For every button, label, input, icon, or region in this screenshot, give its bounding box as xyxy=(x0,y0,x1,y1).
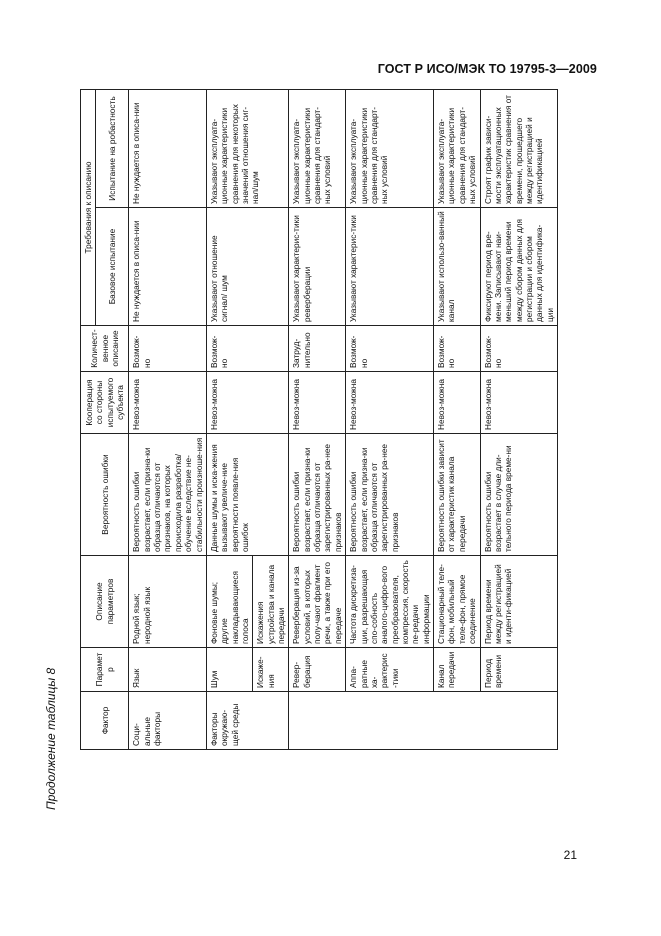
cell-description: Родной язык; неродной язык xyxy=(129,556,207,648)
table-8 xyxy=(80,89,558,750)
rotated-table-container xyxy=(80,90,555,750)
cell-quantitative: Возмож-но xyxy=(480,326,558,372)
table-row xyxy=(129,90,207,750)
cell-description: Период времени между регистрацией и иденти-фикацией xyxy=(480,556,558,648)
cell-error: Вероятность ошибки возрастает в случае дли-тельного периода време-ни xyxy=(480,434,558,556)
cell-parameter: Аппа-ратные ха-рактерис-тики xyxy=(346,648,434,692)
cell-base-test: Указывают отношение сигнал/ шум xyxy=(206,208,289,326)
header-robustness-test: Испытание на робастность xyxy=(96,90,129,208)
cell-quantitative: Возмож-но xyxy=(346,326,434,372)
cell-robustness-test: Строят график зависи-мости эксплуатационных характеристик сравнения от времени, прошедшего между регистрацией и идентификацией xyxy=(480,90,558,208)
cell-base-test: Указывают характерис-тики xyxy=(346,208,434,326)
cell-description: Реверберация из-за условий, в которых полу-чают фрагмент речи, а также при его передаче xyxy=(289,556,346,648)
header-quantitative: Количест-венное описание xyxy=(81,326,129,372)
cell-parameter: Шум xyxy=(206,648,252,692)
cell-cooperation: Невоз-можна xyxy=(346,372,434,434)
cell-factor-empty xyxy=(289,692,558,750)
standard-header: ГОСТ Р ИСО/МЭК ТО 19795-3—2009 xyxy=(377,62,597,76)
cell-description: Фоновые шумы; другие накладывающиеся голоса xyxy=(206,556,252,648)
cell-error: Данные шумы и иска-жения вызывают увеличе-ние вероятности появле-ния ошибок xyxy=(206,434,289,556)
cell-factor: Факторы окружаю-щей среды xyxy=(206,692,289,750)
table-row xyxy=(206,90,252,750)
cell-base-test: Указывают использо-ванный канал xyxy=(434,208,480,326)
page-number: 21 xyxy=(563,848,577,862)
cell-quantitative: Возмож-но xyxy=(434,326,480,372)
header-row xyxy=(81,90,96,750)
cell-description: Искажения устройства и канала передачи xyxy=(253,556,289,648)
header-parameter: Параметр xyxy=(81,648,129,692)
cell-cooperation: Невоз-можна xyxy=(289,372,346,434)
header-error-probability: Вероятность ошибки xyxy=(81,434,129,556)
cell-quantitative: Возмож-но xyxy=(206,326,289,372)
cell-parameter: Ревер-берация xyxy=(289,648,346,692)
cell-cooperation: Невоз-можна xyxy=(480,372,558,434)
header-requirements: Требования к описанию xyxy=(81,90,96,326)
cell-parameter: Язык xyxy=(129,648,207,692)
cell-robustness-test: Не нуждается в описа-нии xyxy=(129,90,207,208)
cell-quantitative: Затруд-нительно xyxy=(289,326,346,372)
cell-cooperation: Невоз-можна xyxy=(129,372,207,434)
cell-base-test: Не нуждается в описа-нии xyxy=(129,208,207,326)
cell-error: Вероятность ошибки возрастает, если призна-ки образца отличаются от зарегистрированных ра-нее признаков xyxy=(346,434,434,556)
cell-error: Вероятность ошибки возрастает, если призна-ки образца отличаются от признаков, на которых происходила разработка/обучение вследствие не-стабильности произноше-ния xyxy=(129,434,207,556)
cell-error: Вероятность ошибки зависит от характеристик канала передачи xyxy=(434,434,480,556)
table-row xyxy=(434,90,480,750)
cell-cooperation: Невоз-можна xyxy=(434,372,480,434)
cell-parameter: Канал передачи xyxy=(434,648,480,692)
header-factor: Фактор xyxy=(81,692,129,750)
table-row xyxy=(346,90,434,750)
header-cooperation: Кооперация со стороны испытуемого субъекта xyxy=(81,372,129,434)
cell-description: Частота дискретиза-ции, разрешающая спо-собность аналого-цифро-вого преобразователя, компрессия, скорость пе-редачи информации xyxy=(346,556,434,648)
cell-quantitative: Возмож-но xyxy=(129,326,207,372)
cell-description: Стационарный теле-фон, мобильный теле-фон, прямое соединение xyxy=(434,556,480,648)
cell-cooperation: Невоз-можна xyxy=(206,372,289,434)
cell-parameter: Период времени xyxy=(480,648,558,692)
table-row xyxy=(289,90,346,750)
table-caption: Продолжение таблицы 8 xyxy=(44,667,58,810)
cell-parameter: Искаже-ния xyxy=(253,648,289,692)
cell-base-test: Указывают характерис-тики реверберации xyxy=(289,208,346,326)
cell-robustness-test: Указывают эксплуата-ционные характеристики сравнения для стандарт-ных условий xyxy=(289,90,346,208)
cell-robustness-test: Указывают эксплуата-ционные характеристики сравнения для некоторых значений отношения сиг-нал/шум xyxy=(206,90,289,208)
cell-robustness-test: Указывают эксплуата-ционные характеристики сравнения для стандарт-ных условий xyxy=(434,90,480,208)
header-description: Описание параметров xyxy=(81,556,129,648)
cell-factor: Соци-альные факторы xyxy=(129,692,207,750)
cell-error: Вероятность ошибки возрастает, если призна-ки образца отличаются от зарегистрированных ра-нее признаков xyxy=(289,434,346,556)
cell-base-test: Фиксируют период вре-мени. Записывают наи-меньший период времени между сбором данных для регистрации и сбором данных для идентифика-ции xyxy=(480,208,558,326)
cell-robustness-test: Указывают эксплуата-ционные характеристики сравнения для стандарт-ных условий xyxy=(346,90,434,208)
table-row xyxy=(480,90,558,750)
header-base-test: Базовое испытание xyxy=(96,208,129,326)
